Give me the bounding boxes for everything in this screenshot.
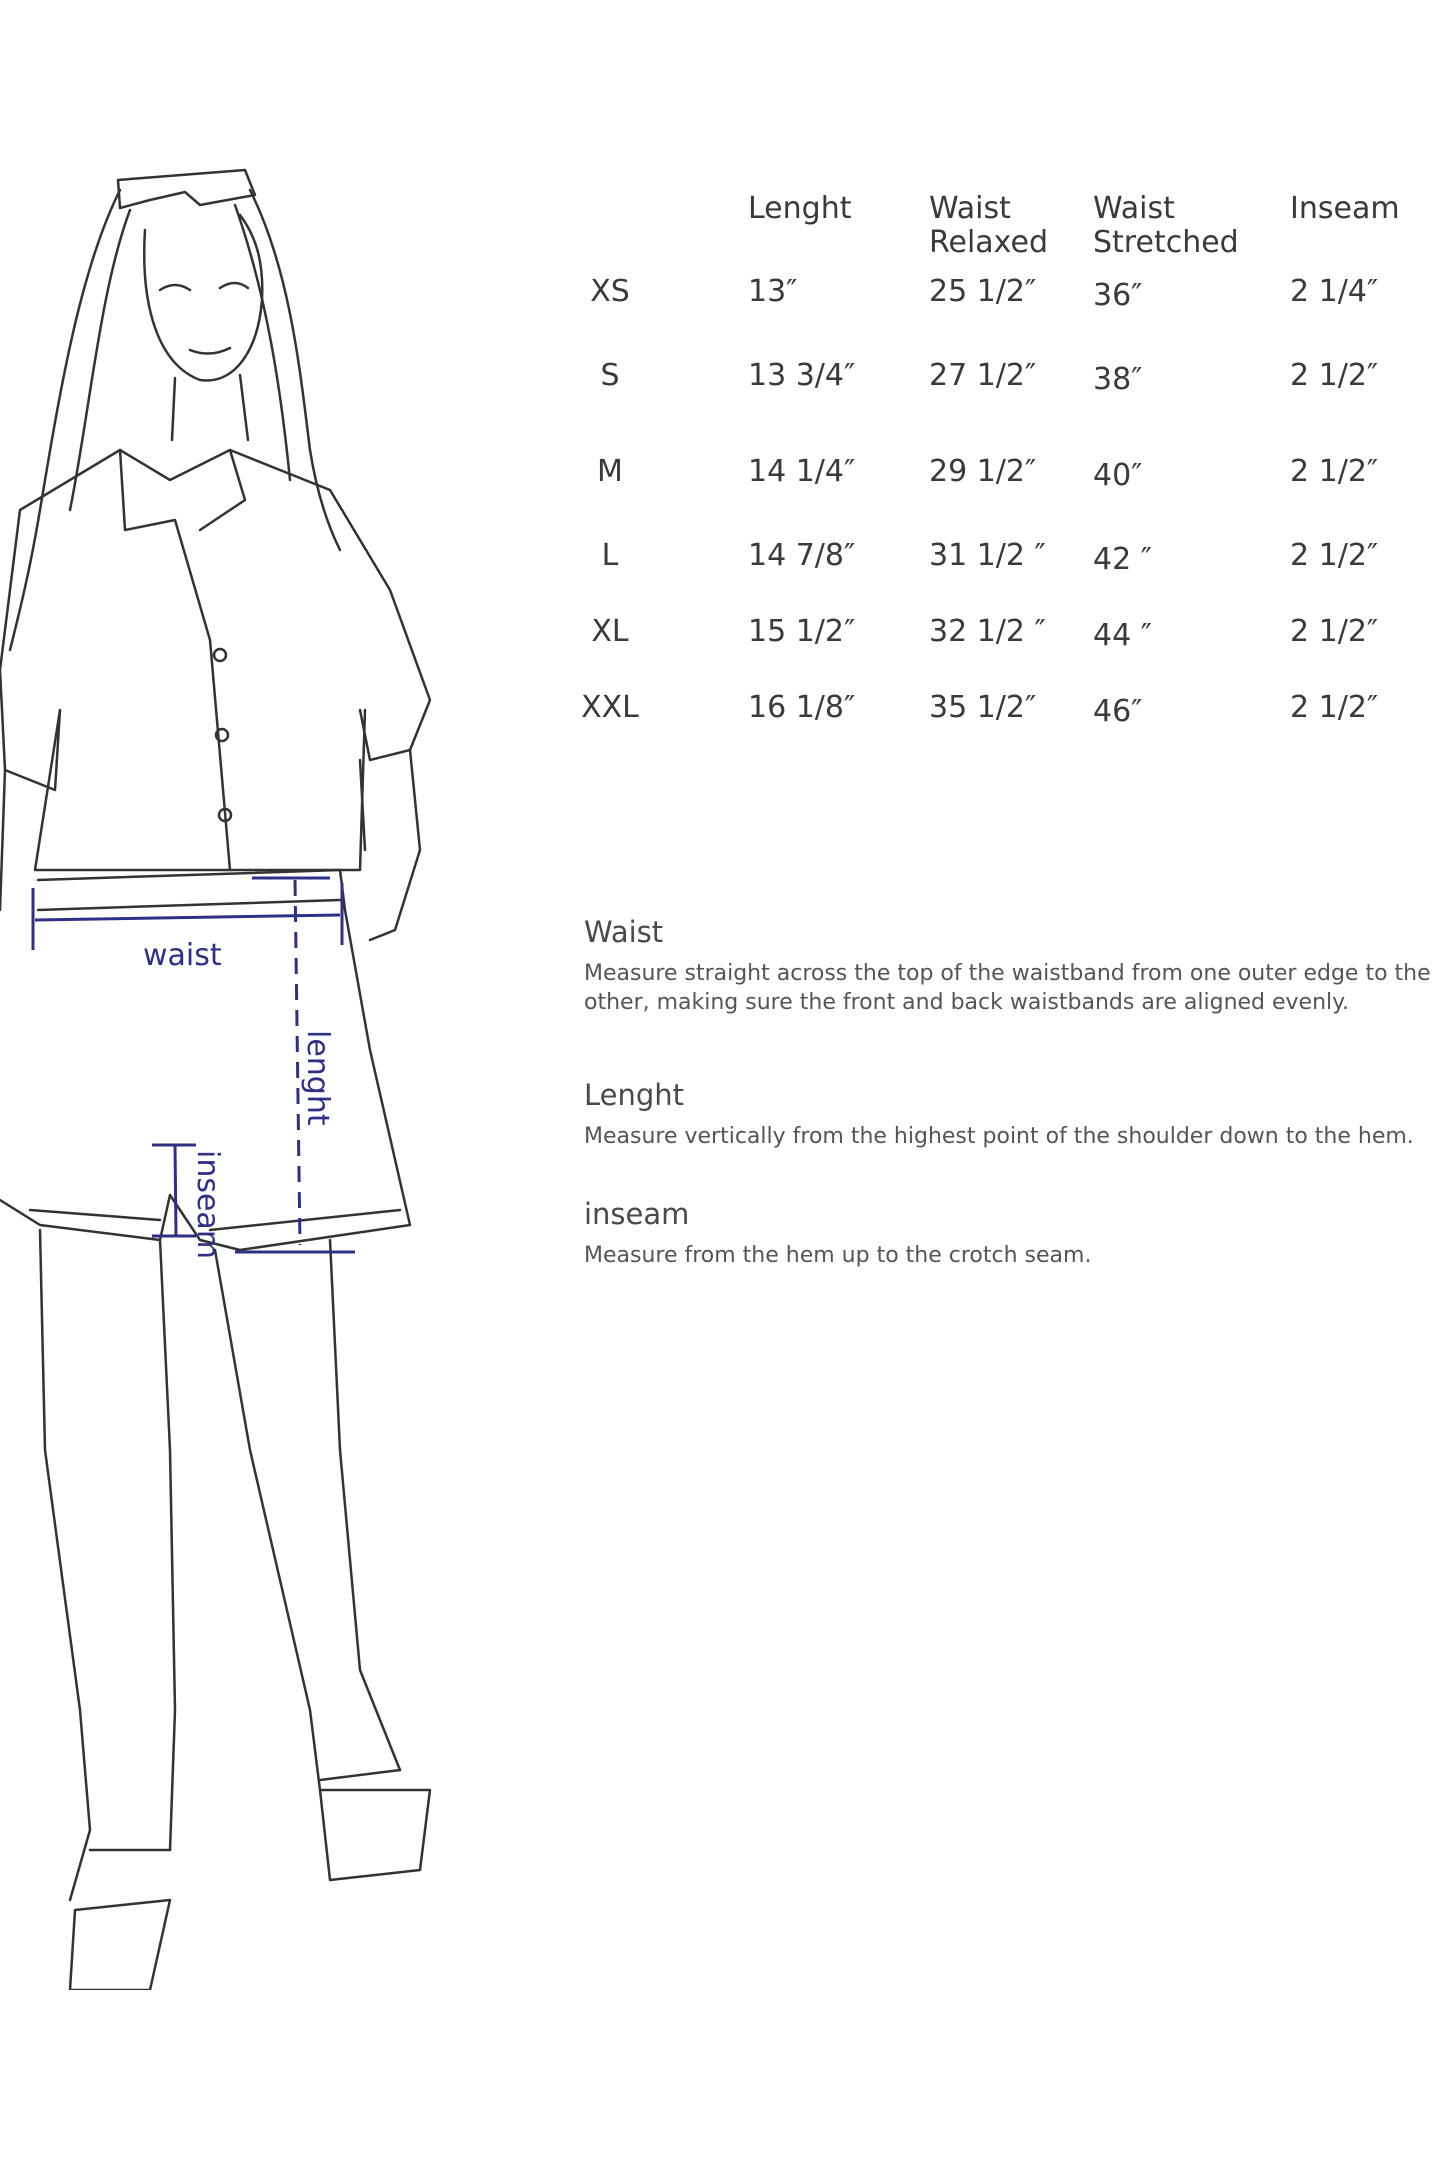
face-outline [144, 215, 262, 380]
note-title: inseam [584, 1197, 690, 1231]
waist-stretched-cell: 38″ [1093, 362, 1143, 397]
left-leg [40, 1230, 90, 1900]
waist-relaxed-cell: 27 1/2″ [929, 358, 1037, 393]
inseam-cell: 2 1/2″ [1290, 358, 1379, 393]
table-row [580, 690, 1410, 730]
right-leg [215, 1250, 320, 1790]
length-note [584, 1078, 1434, 1151]
length-cell: 14 1/4″ [748, 454, 856, 489]
length-cell: 13 3/4″ [748, 358, 856, 393]
table-row [580, 274, 1410, 314]
note-title: Lenght [584, 1078, 685, 1112]
header-waist-relaxed-line1: Waist [929, 191, 1011, 226]
inseam-note [584, 1197, 1434, 1270]
note-title: Waist [584, 915, 664, 949]
right-sandal [320, 1790, 430, 1880]
waist-relaxed-cell: 32 1/2 ″ [929, 614, 1046, 649]
length-cell: 13″ [748, 274, 798, 309]
note-text: Measure vertically from the highest point of the shoulder down to the hem. [584, 1124, 1414, 1149]
length-measure-label: lenght [300, 1030, 335, 1126]
header-waist-stretched-line1: Waist [1093, 191, 1175, 226]
header-waist-relaxed [929, 192, 1048, 260]
table-row [580, 454, 1410, 494]
size-cell: XL [591, 614, 629, 649]
waist-stretched-cell: 44 ″ [1093, 618, 1152, 653]
waist-relaxed-cell: 29 1/2″ [929, 454, 1037, 489]
inseam-measure-label: inseam [190, 1150, 225, 1260]
waist-stretched-cell: 46″ [1093, 694, 1143, 729]
size-cell: M [597, 454, 623, 489]
inseam-cell: 2 1/2″ [1290, 538, 1379, 573]
length-measure-line [295, 880, 300, 1245]
waist-note [584, 915, 1434, 1017]
model-illustration [0, 150, 520, 1990]
left-sandal [70, 1900, 170, 1990]
table-row [580, 614, 1410, 654]
inseam-measure-line [175, 1145, 176, 1235]
length-cell: 14 7/8″ [748, 538, 856, 573]
inseam-cell: 2 1/2″ [1290, 690, 1379, 725]
note-text: Measure straight across the top of the waistband from one outer edge to the other, making sure the front and back waistbands are aligned evenly. [584, 961, 1431, 1015]
header-waist-stretched-line2: Stretched [1093, 225, 1239, 260]
table-row [580, 358, 1410, 398]
hair-outline [10, 190, 340, 650]
size-cell: L [601, 538, 619, 573]
waist-relaxed-cell: 25 1/2″ [929, 274, 1037, 309]
waist-relaxed-cell: 31 1/2 ″ [929, 538, 1046, 573]
header-inseam: Inseam [1290, 191, 1400, 226]
waist-stretched-cell: 40″ [1093, 458, 1143, 493]
header-waist-stretched [1093, 192, 1239, 260]
size-cell: XXL [581, 690, 639, 725]
figure-drawing [0, 150, 520, 1990]
table-header-row [580, 192, 1410, 262]
inseam-cell: 2 1/2″ [1290, 454, 1379, 489]
table-row [580, 538, 1410, 578]
sunglasses-icon [118, 170, 255, 208]
waist-stretched-cell: 36″ [1093, 278, 1143, 313]
size-cell: XS [590, 274, 630, 309]
note-text: Measure from the hem up to the crotch seam. [584, 1243, 1092, 1268]
length-cell: 16 1/8″ [748, 690, 856, 725]
size-cell: S [600, 358, 620, 393]
inseam-cell: 2 1/4″ [1290, 274, 1379, 309]
header-waist-relaxed-line2: Relaxed [929, 225, 1049, 260]
inseam-cell: 2 1/2″ [1290, 614, 1379, 649]
length-cell: 15 1/2″ [748, 614, 856, 649]
waist-measure-label: waist [143, 938, 222, 973]
waist-relaxed-cell: 35 1/2″ [929, 690, 1037, 725]
waist-stretched-cell: 42 ″ [1093, 542, 1152, 577]
header-length: Lenght [748, 191, 852, 226]
